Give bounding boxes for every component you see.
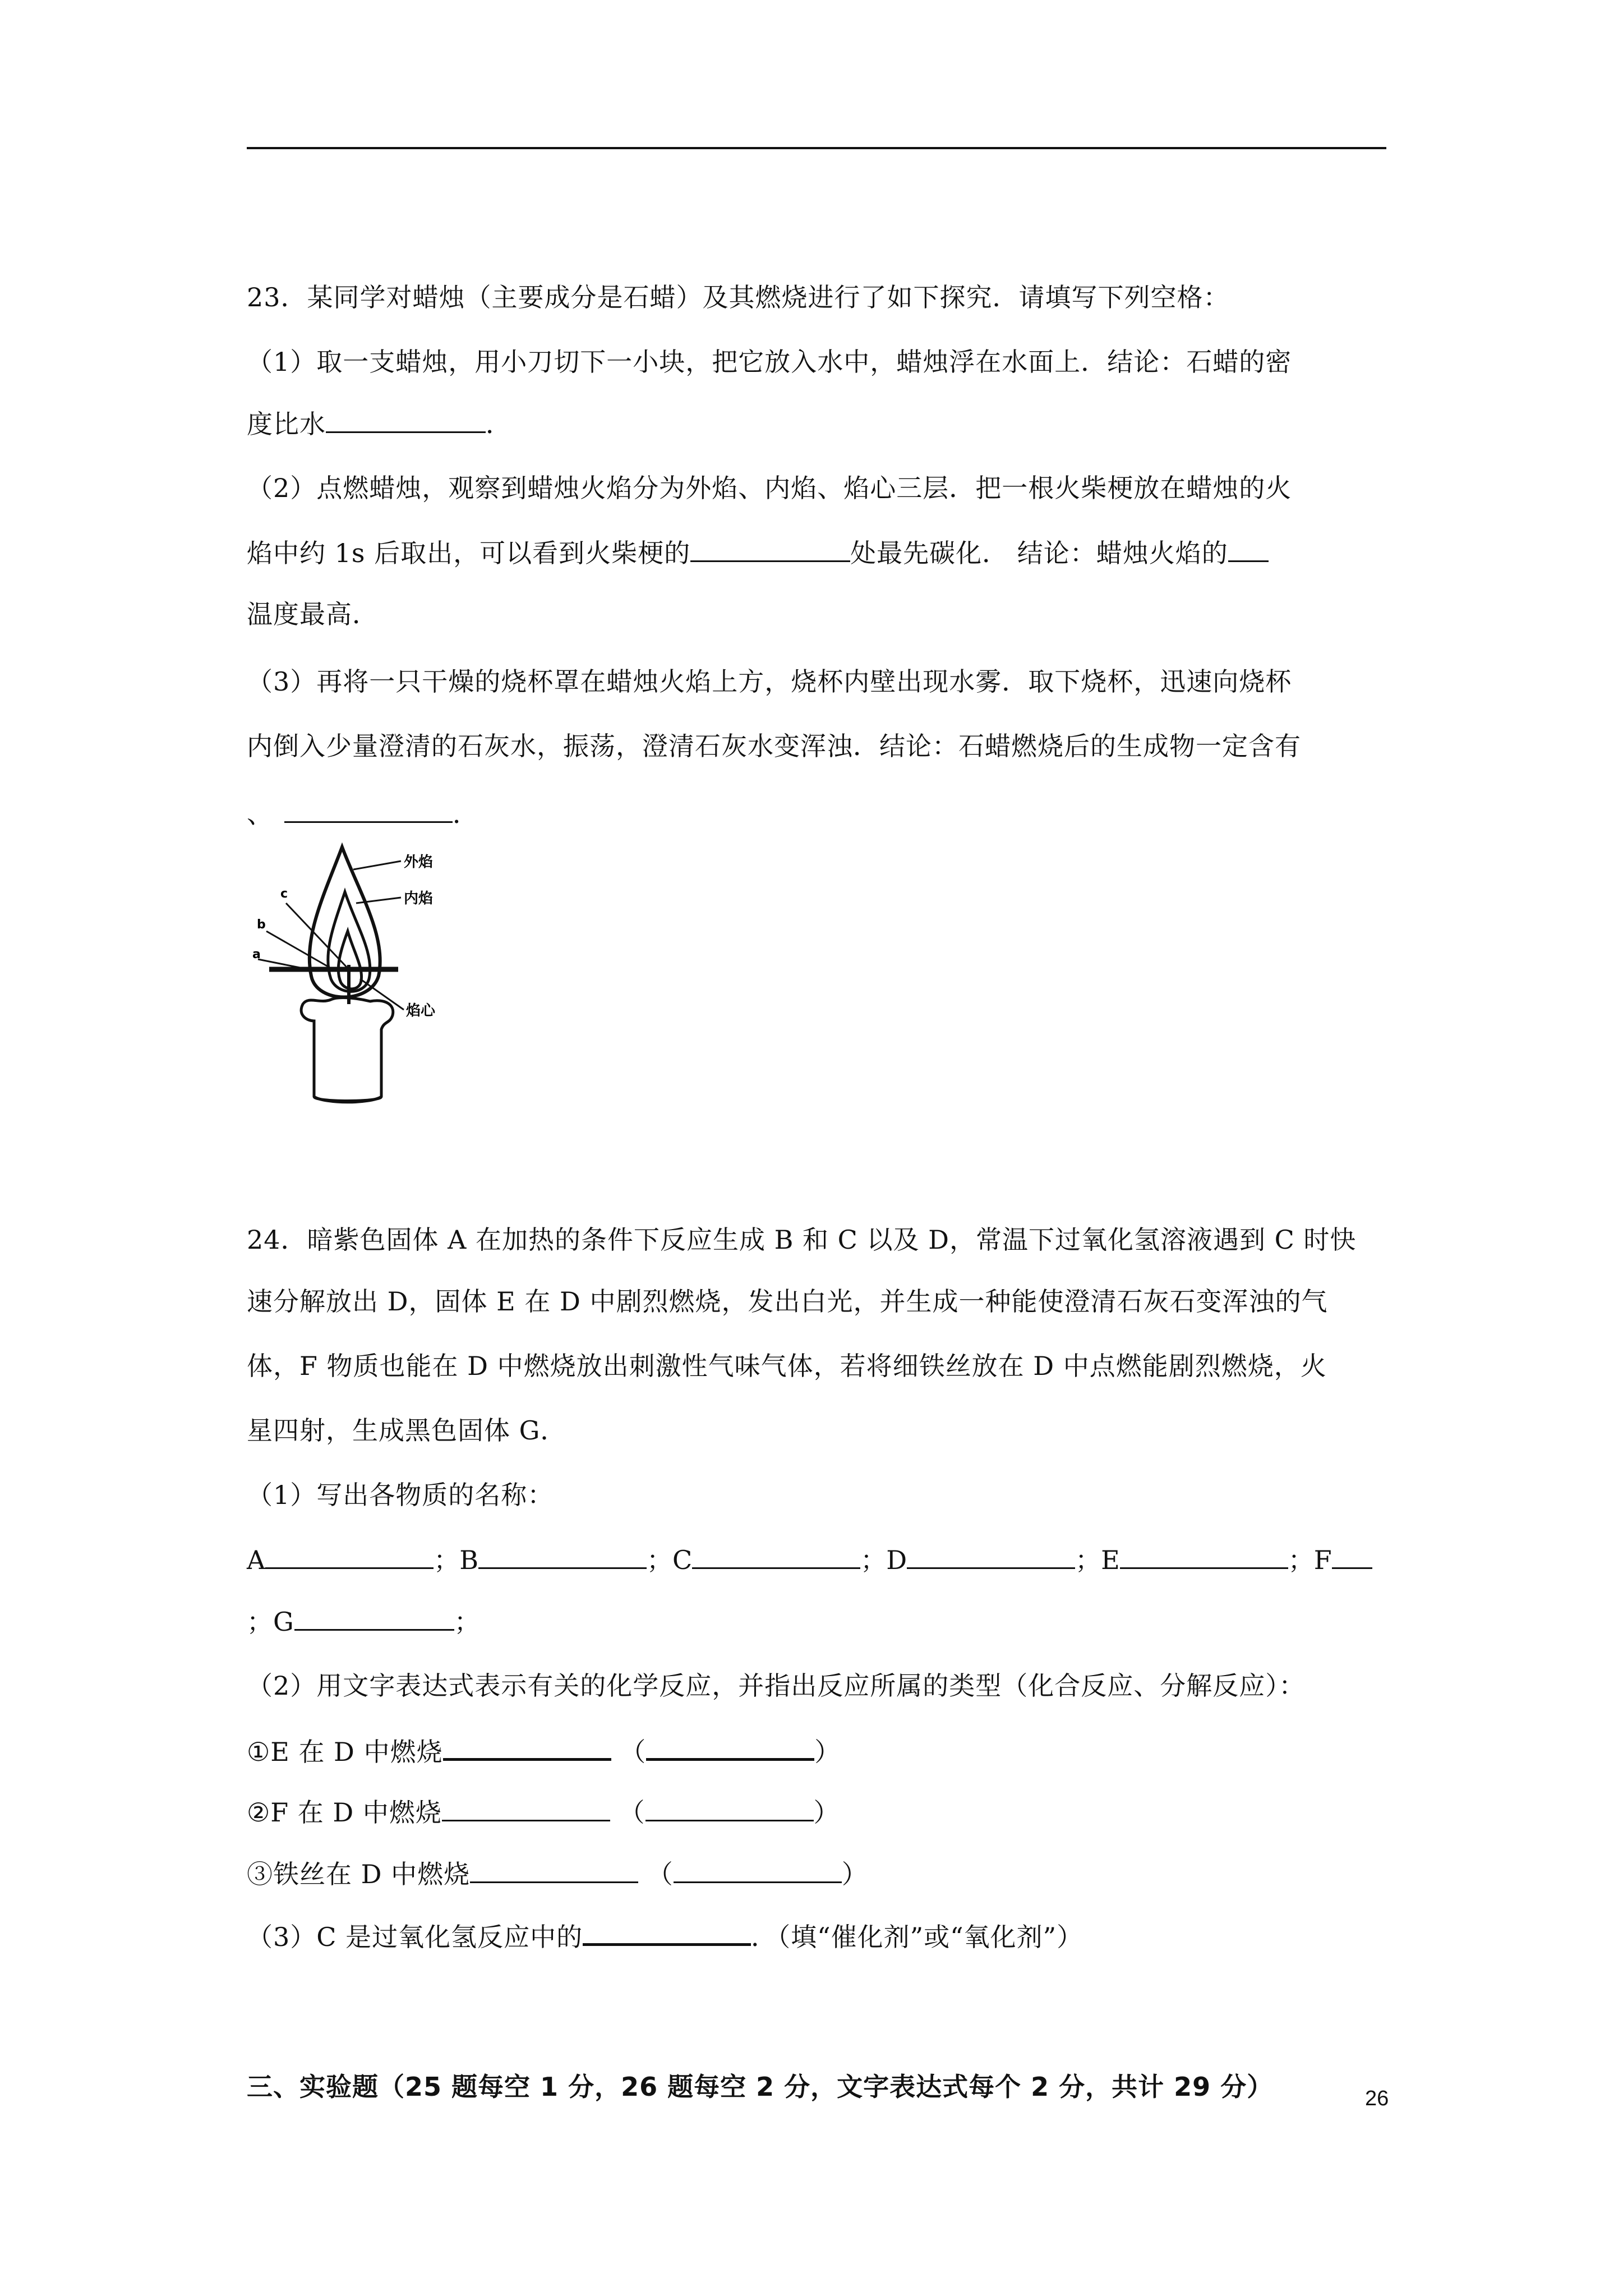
q24-intro-line3: 体，F 物质也能在 D 中燃烧放出刺激性气味气体，若将细铁丝放在 D 中点燃能剧烈燃烧，火 [247, 1351, 1327, 1381]
q24-names-row2 [247, 1604, 481, 1639]
q24-intro-line1: 24．暗紫色固体 A 在加热的条件下反应生成 B 和 C 以及 D，常温下过氧化氢溶液遇到 C 时快 [247, 1225, 1357, 1255]
name-label-c: ；C [647, 1545, 693, 1575]
answer-blank-g[interactable] [294, 1604, 454, 1631]
q23-part2-line1: （2）点燃蜡烛，观察到蜡烛火焰分为外焰、内焰、焰心三层．把一根火柴梗放在蜡烛的火 [247, 473, 1292, 503]
paren-close: ） [841, 1859, 868, 1889]
answer-blank-density[interactable] [326, 407, 486, 433]
q24-names-row [247, 1543, 1372, 1577]
answer-blank-reaction-1[interactable] [443, 1733, 611, 1761]
period: ． [453, 799, 479, 829]
label-b: b [257, 918, 266, 932]
q23-title: 23．某同学对蜡烛（主要成分是石蜡）及其燃烧进行了如下探究．请填写下列空格： [247, 282, 1230, 312]
q23-part3-line3 [247, 797, 479, 831]
answer-blank-type-2[interactable] [645, 1795, 814, 1821]
name-label-a: A [247, 1545, 266, 1575]
paren-close: ） [814, 1737, 841, 1767]
answer-blank-role-of-c[interactable] [583, 1918, 751, 1946]
candle-flame-figure [241, 836, 477, 1105]
label-outer-flame: 外焰 [404, 854, 434, 871]
answer-blank-products[interactable] [284, 797, 453, 823]
reaction-3 [247, 1857, 868, 1891]
label-c: c [280, 887, 288, 901]
paren-open: （ [647, 1859, 674, 1889]
label-inner-flame: 内焰 [404, 890, 434, 907]
q23-part2-line3: 温度最高． [247, 599, 379, 629]
answer-blank-c[interactable] [692, 1543, 860, 1569]
answer-blank-type-3[interactable] [674, 1857, 842, 1883]
q23-part1-line2 [247, 407, 512, 441]
header-rule [247, 147, 1386, 149]
q24-part3-hint: ．（填“催化剂”或“氧化剂”） [751, 1922, 1083, 1952]
q23-part1-text: 度比水 [247, 409, 326, 439]
answer-blank-a[interactable] [265, 1543, 434, 1569]
answer-blank-f[interactable] [1332, 1543, 1372, 1569]
label-flame-core: 焰心 [406, 1002, 436, 1019]
answer-blank-d[interactable] [907, 1543, 1075, 1569]
paren-open: （ [619, 1797, 645, 1828]
q24-part3-text: （3）C 是过氧化氢反应中的 [247, 1922, 583, 1952]
q24-intro-line4: 星四射，生成黑色固体 G． [247, 1415, 567, 1446]
name-label-g: ；G [247, 1607, 294, 1637]
name-label-f: ；F [1288, 1545, 1332, 1575]
semicolon: ； [454, 1607, 481, 1637]
paren-open: （ [620, 1737, 647, 1767]
q23-part2-line2 [247, 536, 1269, 570]
answer-blank-reaction-2[interactable] [442, 1795, 610, 1821]
reaction-1-label: ①E 在 D 中燃烧 [247, 1737, 443, 1767]
q23-part3-line1: （3）再将一只干燥的烧杯罩在蜡烛火焰上方，烧杯内壁出现水雾．取下烧杯，迅速向烧杯 [247, 666, 1292, 697]
name-label-d: ；D [860, 1545, 907, 1575]
q23-part3-text: 、 [247, 799, 273, 829]
name-label-b: ；B [434, 1545, 479, 1575]
q24-intro-line2: 速分解放出 D，固体 E 在 D 中剧烈燃烧，发出白光，并生成一种能使澄清石灰石变浑浊的气 [247, 1286, 1328, 1317]
reaction-2-label: ②F 在 D 中燃烧 [247, 1797, 442, 1828]
q23-part1-line1: （1）取一支蜡烛，用小刀切下一小块，把它放入水中，蜡烛浮在水面上．结论：石蜡的密 [247, 347, 1292, 377]
period: ． [486, 409, 512, 439]
reaction-3-label: ③铁丝在 D 中燃烧 [247, 1859, 471, 1889]
answer-blank-type-1[interactable] [646, 1733, 814, 1761]
label-a: a [252, 947, 261, 961]
answer-blank-reaction-3[interactable] [470, 1857, 638, 1883]
answer-blank-carbonized-part[interactable] [690, 536, 850, 562]
q23-part2-mid: 处最先碳化． 结论：蜡烛火焰的 [850, 538, 1228, 568]
reaction-1 [247, 1733, 841, 1769]
q23-part2-text: 焰中约 1s 后取出，可以看到火柴梗的 [247, 538, 691, 568]
reaction-2 [247, 1795, 840, 1829]
q24-part3 [247, 1918, 1083, 1954]
q24-part2: （2）用文字表达式表示有关的化学反应，并指出反应所属的类型（化合反应、分解反应）： [247, 1671, 1306, 1701]
q23-part3-line2: 内倒入少量澄清的石灰水，振荡，澄清石灰水变浑浊．结论：石蜡燃烧后的生成物一定含有 [247, 731, 1301, 761]
name-label-e: ；E [1075, 1545, 1120, 1575]
answer-blank-e[interactable] [1120, 1543, 1288, 1569]
page-number: 26 [1365, 2087, 1389, 2110]
answer-blank-b[interactable] [478, 1543, 647, 1569]
q24-part1: （1）写出各物质的名称： [247, 1480, 554, 1510]
paren-close: ） [813, 1797, 840, 1828]
section-3-heading: 三、实验题（25 题每空 1 分，26 题每空 2 分，文字表达式每个 2 分，共计 29 分） [247, 2072, 1274, 2102]
answer-blank-flame-layer[interactable] [1228, 536, 1269, 562]
